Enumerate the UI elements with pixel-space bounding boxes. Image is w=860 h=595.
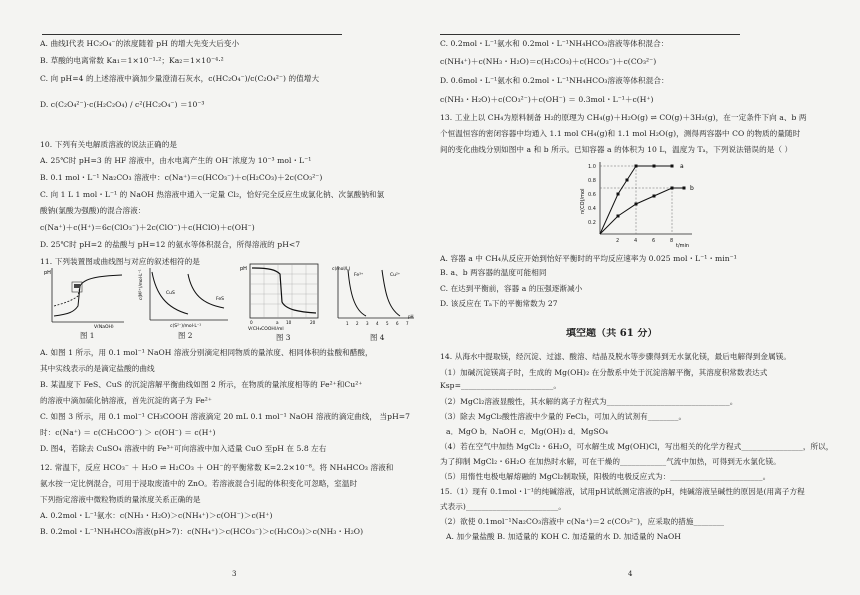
figure-2-caption: 图 2 [178,331,193,340]
fig3-tick-0: 0 [250,320,253,325]
q11-option-a-cont: 其中实线表示的是滴定盐酸的曲线 [40,364,155,373]
q12-option-b: B. 0.2mol・L⁻¹NH₄HCO₃溶液(pH>7)：c(NH₄⁺)＞c(HCO₃⁻)＞c(H₂CO₃)＞c(NH₃・H₂O) [40,527,364,536]
figure-4 [330,262,418,330]
q13-option-b: B. a、b 两容器的温度可能相同 [440,268,547,277]
svg-text:1.0: 1.0 [588,164,596,170]
fig3-tick-10: 10 [286,320,292,325]
svg-text:0.6: 0.6 [588,192,596,198]
q13-option-d: D. 该反应在 Tₐ下的平衡常数为 27 [440,299,558,308]
fig3-ylabel: pH [240,266,247,272]
q13-option-a: A. 容器 a 中 CH₄从反应开始到怡好平衡时的平均反应速率为 0.025 mol・L⁻¹・min⁻¹ [440,254,737,263]
q12-stem: 12. 常温下，反应 HCO₃⁻ ＋ H₂O ⇌ H₂CO₃ ＋ OH⁻的平衡常数 K=2.2×10⁻⁸。将 NH₄HCO₃ 溶液和 [40,463,394,472]
q10-option-c: C. 向 1 L 1 mol・L⁻¹ 的 NaOH 热溶液中通入一定量 Cl₂，恰好完全反应生成氯化钠、次氯酸钠和氯 [40,190,385,199]
q10-option-a: A. 25℃时 pH=3 的 HF 溶液中，由水电离产生的 OH⁻浓度为 10⁻³ mol・L⁻¹ [40,156,312,165]
svg-text:0.2: 0.2 [588,220,596,226]
q9-option-b: B. 草酸的电离常数 Ka₁＝1×10⁻¹·²；Ka₂＝1×10⁻⁴·² [40,56,224,65]
fig4-tick-6: 6 [396,321,399,326]
q10-option-c-cont: 酸钠(氯酸为强酸)的混合溶液： [40,206,146,215]
svg-text:0.8: 0.8 [588,178,596,184]
q12-option-d-eq: c(NH₃・H₂O)＋c(CO₃²⁻)＋c(OH⁻) ＝ 0.3mol・L⁻¹＋c(H⁺) [440,95,654,104]
q11-option-b-cont: 的溶液中滴加硫化钠溶液，首先沉淀的离子为 Fe²⁺ [40,396,212,405]
right-page [440,0,840,595]
fig2-label-fes: FeS [216,297,224,302]
figure-3-caption: 图 3 [276,333,291,342]
q13-ylabel: n(CO)/mol [580,188,586,214]
q13-option-c: C. 在达到平衡前，容器 a 的压强逐渐减小 [440,284,583,293]
q15-part-1: 15.（1）现有 0.1mol・l⁻¹的纯碱溶液，试用pH试纸测定溶液的pH，纯碱溶液呈碱性的原因是(用离子方程 [440,487,805,496]
svg-text:0.4: 0.4 [588,206,596,212]
q13-stem: 13. 工业上以 CH₄为原料制备 H₂的原理为 CH₄(g)＋H₂O(g) ⇌ CO(g)＋3H₂(g)，在一定条件下向 a、b 两 [440,113,807,122]
q13-xlabel: t/min [676,243,690,248]
fig4-tick-4: 4 [376,321,379,326]
q14-part-5: （5）用惰性电极电解熔融的 MgCl₂制取镁，阳极的电极反应式为：________________________。 [440,472,771,481]
fig3-tick-a: a [276,320,279,325]
figure-2 [136,264,232,328]
svg-text:2: 2 [616,238,620,244]
q15-part-2: （2）欲使 0.1mol⁻¹Na₂CO₃溶液中 c(Na⁺)＝2 c(CO₃²⁻)，应采取的措施________ [440,517,725,526]
svg-text:8: 8 [670,238,674,244]
fig4-label-cu: Cu²⁺ [390,273,401,278]
q14-part-1: （1）加碱沉淀镁离子时，生成的 Mg(OH)₂ 在分散系中处于沉淀溶解平衡，其溶度积常数表达式 [440,368,768,377]
q11-option-c-cont: 时：c(Na⁺) ＝ c(CH₃COO⁻) ＞ c(OH⁻) ＝ c(H⁺) [40,428,216,437]
left-page [40,0,428,595]
figure-1-caption: 图 1 [80,331,95,340]
q15-part-1-cont: 式表示)________________________。 [440,502,566,511]
q13-stem-cont-1: 个恒温恒容的密闭容器中均通入 1.1 mol CH₄(g)和 1.1 mol H₂O(g)，测得两容器中 CO 的物质的量随时 [440,129,801,138]
svg-text:6: 6 [652,238,656,244]
q12-option-c: C. 0.2mol・L⁻¹氨水和 0.2mol・L⁻¹NH₄HCO₃溶液等体积混合： [440,39,669,48]
q14-part-1-cont: Ksp=________________________。 [440,381,561,390]
fig4-tick-3: 3 [366,321,369,326]
q10-option-c-eq: c(Na⁺)＋c(H⁺)＝6c(ClO₃⁻)＋2c(ClO⁻)＋c(HClO)＋c(OH⁻) [40,223,255,232]
fig4-label-fe: Fe³⁺ [354,273,364,278]
q11-option-a: A. 如图 1 所示，用 0.1 mol⁻¹ NaOH 溶液分别滴定相同物质的量浓度、相同体积的盐酸和醋酸， [40,348,373,357]
fig2-label-cus: CuS [166,291,175,296]
q14-stem: 14. 从海水中提取镁，经沉淀、过滤、酸溶、结晶及脱水等步骤得到无水氯化镁，最后电解得到金属镁。 [440,352,792,361]
q10-stem: 10. 下列有关电解质溶液的说法正确的是 [40,140,177,149]
q13-series-b-label: b [690,185,694,192]
section-title: 填空题（共 61 分） [566,328,658,339]
q13-stem-cont-2: 间的变化曲线分别如图中 a 和 b 所示。已知容器 a 的体积为 10 L，温度为 Tₐ，下列说法错误的是（ ） [440,145,793,154]
figure-4-caption: 图 4 [370,333,385,342]
fig2-ylabel: c(M²⁺)/mol·L⁻¹ [139,269,144,300]
q14-part-3: （3）除去 MgCl₂酸性溶液中少量的 FeCl₃，可加入的试剂有________。 [440,412,687,421]
q12-option-d: D. 0.6mol・L⁻¹氨水和 0.2mol・L⁻¹NH₄HCO₃溶液等体积混合： [440,76,669,85]
q11-option-b: B. 某温度下 FeS、CuS 的沉淀溶解平衡曲线如图 2 所示，在物质的量浓度相等的 Fe²⁺和Cu²⁺ [40,380,363,389]
q12-option-a: A. 0.2mol・L⁻¹氨水：c(NH₃・H₂O)＞c(NH₄⁺)＞c(OH⁻)＞c(H⁺) [40,511,273,520]
q12-option-c-eq: c(NH₄⁺)＋c(NH₃・H₂O)＝c(H₂CO₃)＋c(HCO₃⁻)＋c(CO₃²⁻) [440,57,657,66]
q13-series-a-label: a [680,163,684,170]
q12-stem-cont-2: 下列指定溶液中微粒物质的量浓度关系正确的是 [40,495,201,504]
q14-part-4-cont: 为了抑制 MgCl₂・6H₂O 在加热时水解，可在干燥的____________气流中加热，可得到无水氯化镁。 [440,457,781,466]
q9-option-a: A. 曲线Ⅰ代表 HC₂O₄⁻的浓度随着 pH 的增大先变大后变小 [40,39,240,48]
fig3-xlabel: V(CH₃COOH)/ml [248,327,284,330]
fig1-xlabel: V(NaOH) [94,325,114,328]
q11-stem: 11. 下列装置图或曲线图与对应的叙述相符的是 [40,257,200,266]
page-number-right: 4 [628,570,633,578]
fig2-xlabel: c(S²⁻)/mol·L⁻¹ [170,324,202,328]
q14-part-2: （2）MgCl₂溶液显酸性，其水解的离子方程式为________________________________。 [440,397,738,406]
q11-option-d: D. 图4，若除去 CuSO₄ 溶液中的 Fe³⁺可向溶液中加入适量 CuO 至pH 在 5.8 左右 [40,444,327,453]
q9-option-c: C. 向 pH=4 的上述溶液中滴加少量澄清石灰水，c(HC₂O₄⁻)/c(C₂O₄²⁻) 的值增大 [40,74,320,83]
q12-stem-cont-1: 氨水按一定比例混合，可用于浸取废渣中的 ZnO。若溶液混合引起的体积变化可忽略，室温时 [40,479,358,488]
figure-3 [240,262,322,330]
q10-option-d: D. 25℃时 pH=2 的盐酸与 pH=12 的氨水等体积混合，所得溶液的 pH<7 [40,240,301,249]
q9-option-d: D. c(C₂O₄²⁻)·c(H₂C₂O₄) / c²(HC₂O₄⁻) ＝10⁻³ [40,100,205,109]
fig4-tick-1: 1 [346,321,349,326]
q15-part-2-options: A. 加少量盐酸 B. 加适量的 KOH C. 加适量的水 D. 加适量的 NaOH [446,532,681,541]
svg-text:4: 4 [634,238,638,244]
q14-part-3-options: a．MgO b．NaOH c．Mg(OH)₂ d．MgSO₄ [446,427,609,436]
figure-1 [44,266,126,328]
fig4-xlabel: pH [408,314,414,319]
top-rule [42,34,342,35]
fig4-tick-2: 2 [356,321,359,326]
top-rule [440,34,740,35]
q13-chart [580,158,710,248]
q14-part-4: （4）若在空气中加热 MgCl₂・6H₂O，可水解生成 Mg(OH)Cl，写出相关的化学方程式________________，所以， [440,442,834,451]
q11-option-c: C. 如图 3 所示，用 0.1 mol⁻¹ CH₃COOH 溶液滴定 20 mL 0.1 mol⁻¹ NaOH 溶液的滴定曲线， 当pH=7 [40,412,411,421]
fig3-tick-20: 20 [310,320,316,325]
q10-option-b: B. 0.1 mol・L⁻¹ Na₂CO₃ 溶液中：c(Na⁺)＝c(HCO₃⁻)＋c(H₂CO₃)＋2c(CO₃²⁻) [40,173,323,182]
fig4-tick-5: 5 [386,321,389,326]
fig4-tick-7: 7 [406,321,409,326]
fig1-ylabel: pH [44,270,51,276]
fig4-ylabel: c(mol/L) [332,267,351,272]
page-number-left: 3 [232,570,237,578]
